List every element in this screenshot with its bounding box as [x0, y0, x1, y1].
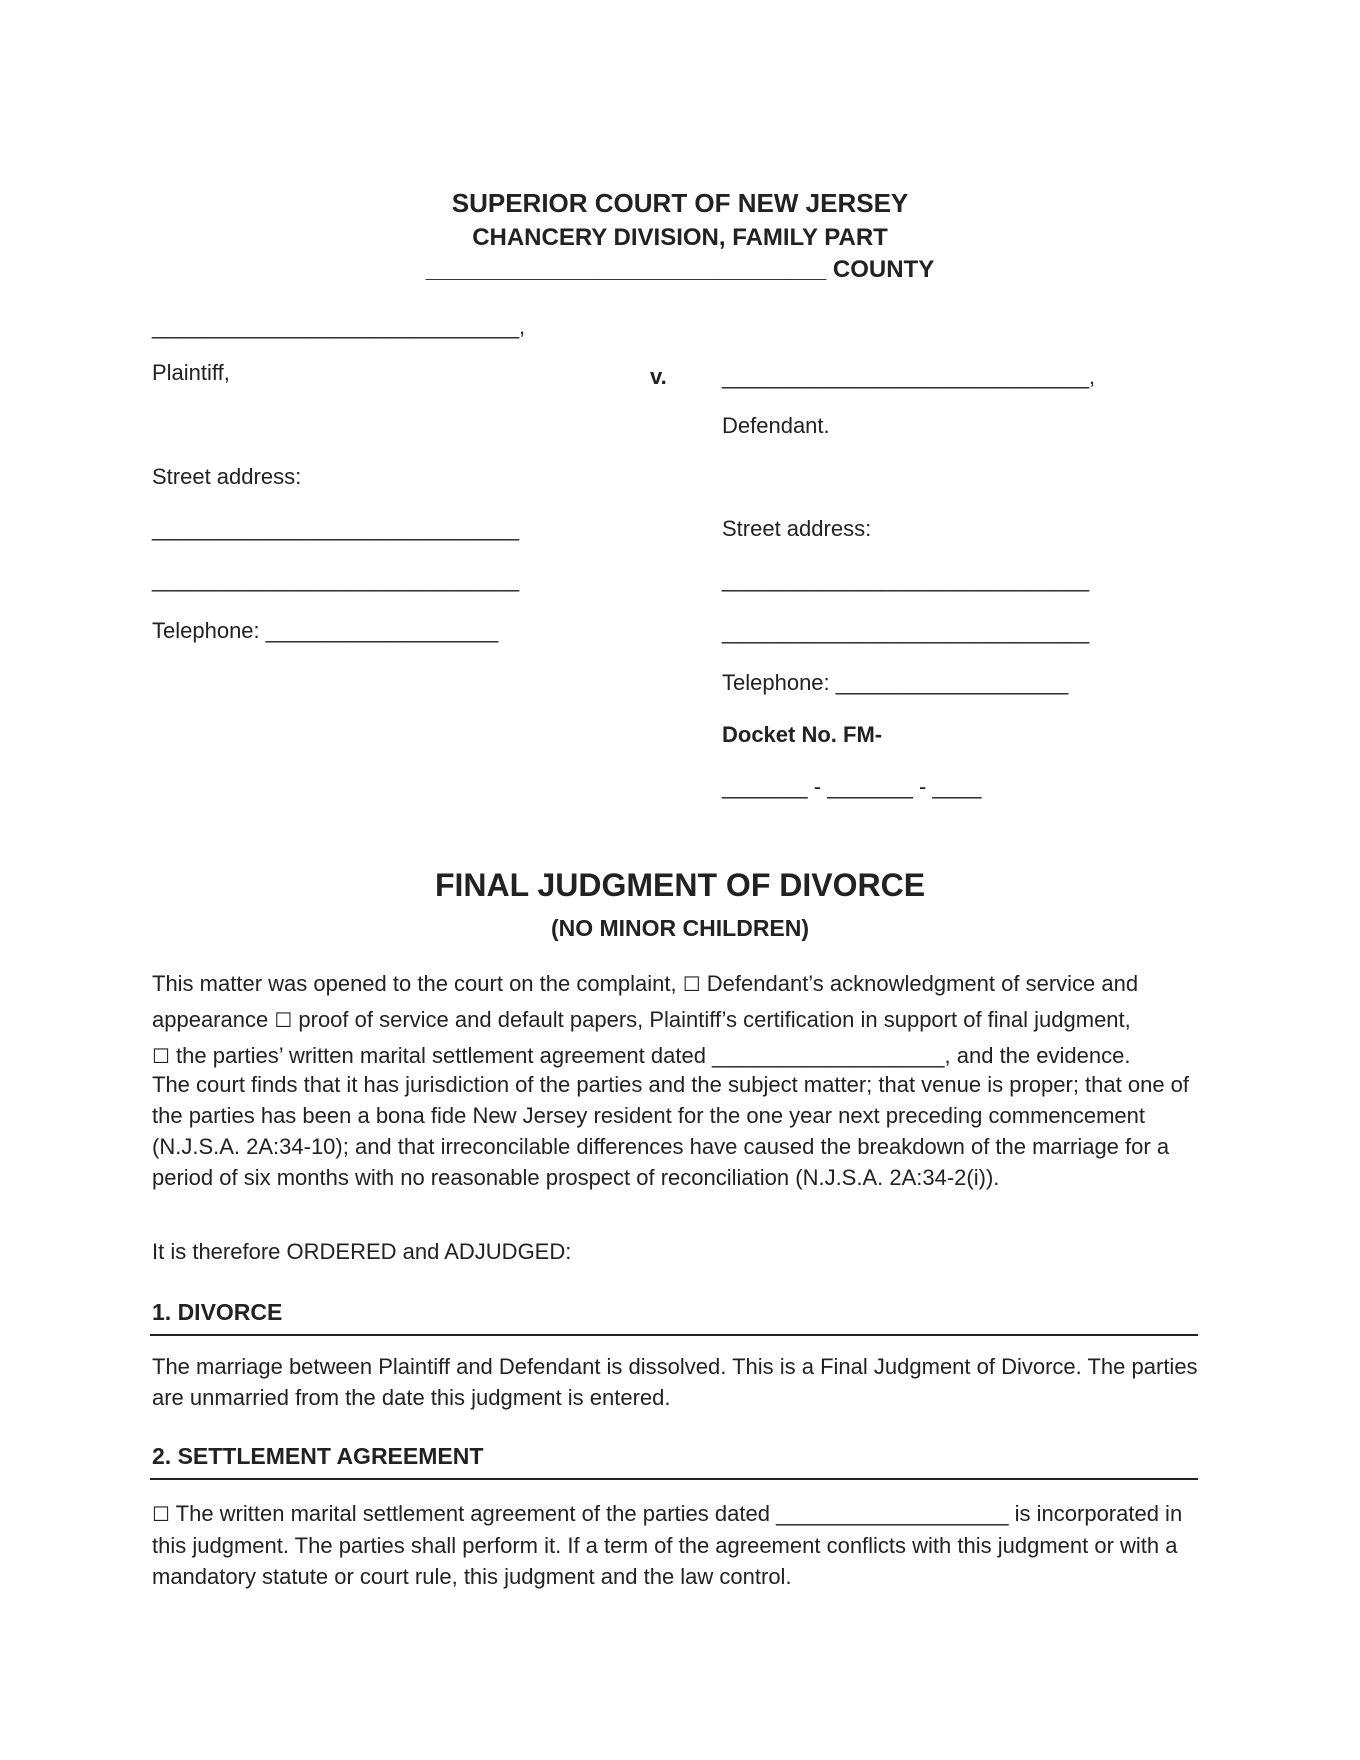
- docket-number-line: _______ - _______ - ____: [722, 774, 982, 799]
- versus-label: v.: [650, 364, 667, 389]
- checkbox-defendant-acknowledgment[interactable]: ☐: [682, 972, 701, 996]
- intro-checkbox-lines: [152, 966, 1212, 1074]
- plaintiff-street-line-1: ______________________________: [152, 516, 520, 541]
- defendant-telephone: Telephone: ___________________: [722, 670, 1069, 695]
- checkbox-settlement-agreement[interactable]: ☐: [152, 1044, 170, 1068]
- intro-line-2-text: appearance: [152, 1007, 275, 1032]
- plaintiff-telephone: Telephone: ___________________: [152, 618, 499, 643]
- section-2-body-text: The written marital settlement agreement of the parties dated ___________________ is incorporated in this judgment. The parties shall perform it. If a term of the agreement conflicts with this judgment or with a mandatory statute or court rule, this judgment and the law control.: [152, 1501, 1183, 1589]
- intro-line-2-option: proof of service and default papers, Plaintiff’s certification in support of final judgment,: [292, 1007, 1131, 1032]
- section-2-body: [152, 1498, 1212, 1592]
- defendant-street-line-2: ______________________________: [722, 619, 1090, 644]
- intro-line-1: [152, 966, 1212, 1002]
- checkbox-incorporate-agreement[interactable]: ☐: [152, 1502, 170, 1526]
- defendant-street-line-1: ______________________________: [722, 567, 1090, 592]
- plaintiff-street-label: Street address:: [152, 464, 302, 489]
- county-line: ______________________________ COUNTY: [425, 256, 935, 283]
- intro-line-1-option: Defendant’s acknowledgment of service and: [700, 971, 1139, 996]
- plaintiff-street-line-2: ______________________________: [152, 567, 520, 592]
- section-2-divider: [150, 1478, 1198, 1480]
- docket-number-label: Docket No. FM-: [722, 722, 883, 747]
- document-title: FINAL JUDGMENT OF DIVORCE: [434, 867, 926, 903]
- ordered-line: It is therefore ORDERED and ADJUDGED:: [152, 1239, 572, 1264]
- section-1-divider: [150, 1334, 1198, 1336]
- intro-line-1-text: This matter was opened to the court on the complaint,: [152, 971, 683, 996]
- defendant-label: Defendant.: [722, 413, 830, 438]
- defendant-street-label: Street address:: [722, 516, 872, 541]
- intro-line-2: [152, 1002, 1212, 1038]
- court-name: SUPERIOR COURT OF NEW JERSEY: [451, 188, 909, 218]
- section-1-body: The marriage between Plaintiff and Defendant is dissolved. This is a Final Judgment of Divorce. The parties are unmarried from the date this judgment is entered.: [152, 1354, 1198, 1410]
- court-findings-paragraph: The court finds that it has jurisdiction of the parties and the subject matter; that venue is proper; that one of the parties has been a bona fide New Jersey resident for the one year next preceding commencement (N.J.S.A. 2A:34-10); and that irreconcilable differences have caused the breakdown of the marriage for a period of six months with no reasonable prospect of reconciliation (N.J.S.A. 2A:34-2(i)).: [152, 1072, 1190, 1190]
- document-subtitle: (NO MINOR CHILDREN): [550, 915, 810, 941]
- section-1-heading: 1. DIVORCE: [152, 1299, 283, 1325]
- checkbox-proof-of-service[interactable]: ☐: [274, 1008, 293, 1032]
- intro-line-3-option: the parties’ written marital settlement agreement dated ___________________, and the evidence.: [169, 1043, 1131, 1068]
- section-2-heading: 2. SETTLEMENT AGREEMENT: [152, 1443, 484, 1469]
- defendant-name-line: ______________________________,: [722, 364, 1096, 389]
- plaintiff-label: Plaintiff,: [152, 360, 230, 385]
- court-division: CHANCERY DIVISION, FAMILY PART: [472, 224, 888, 251]
- plaintiff-name-line: ______________________________,: [152, 314, 526, 339]
